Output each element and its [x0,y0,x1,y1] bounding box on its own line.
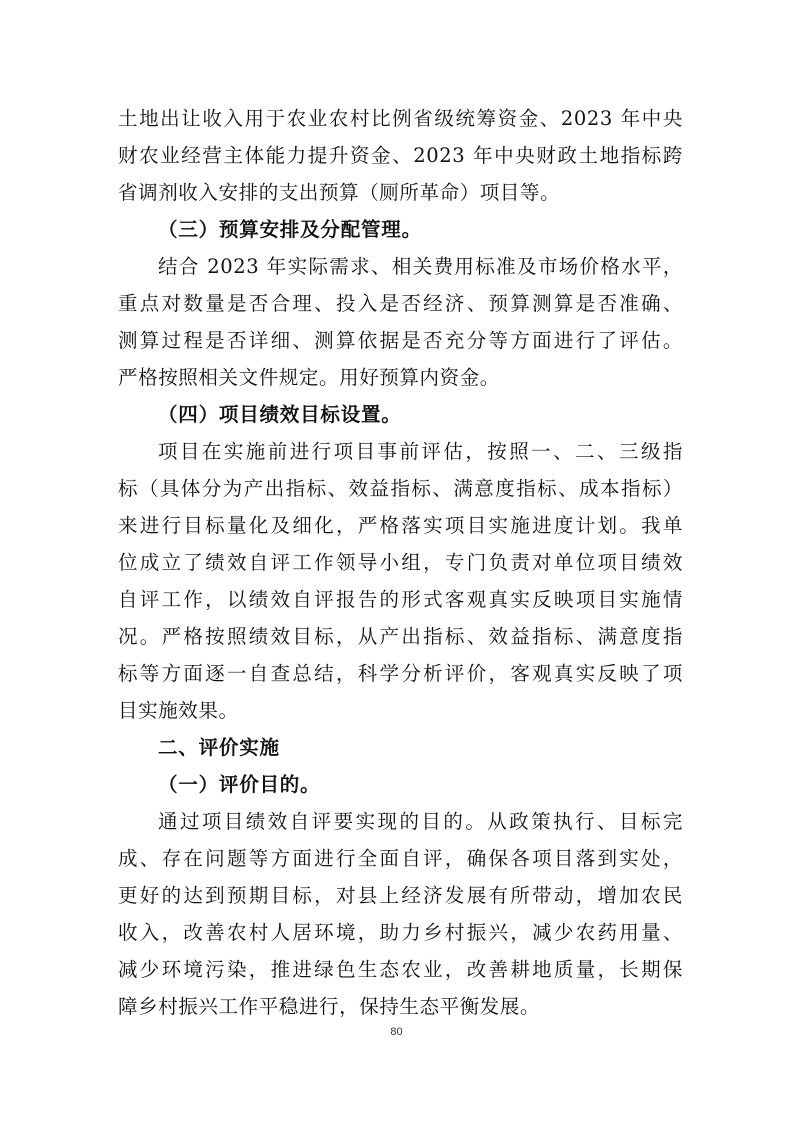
body-text-line: 更好的达到预期目标，对县上经济发展有所带动，增加农民 [118,884,683,907]
body-text-line: 自评工作，以绩效自评报告的形式客观真实反映项目实施情 [118,588,683,611]
body-text-line: 成、存在问题等方面进行全面自评，确保各项目落到实处， [118,847,683,870]
subsection-heading-evaluation-purpose: （一）评价目的。 [158,773,321,796]
body-text-line: 标（具体分为产出指标、效益指标、满意度指标、成本指标） [118,477,683,500]
body-text-line: 况。严格按照绩效目标，从产出指标、效益指标、满意度指 [118,625,683,648]
body-text-line: 通过项目绩效自评要实现的目的。从政策执行、目标完 [158,810,683,833]
page-number: 80 [390,1026,403,1038]
body-text-line: 目实施效果。 [118,699,239,722]
body-text-line: 项目在实施前进行项目事前评估，按照一、二、三级指 [158,440,683,463]
body-text-line: 收入，改善农村人居环境，助力乡村振兴，减少农药用量、 [118,921,683,944]
body-text-line: 省调剂收入安排的支出预算（厕所革命）项目等。 [118,181,561,204]
body-text-line: 测算过程是否详细、测算依据是否充分等方面进行了评估。 [118,329,683,352]
body-text-line: 结合 2023 年实际需求、相关费用标准及市场价格水平， [158,255,683,278]
body-text-line: 重点对数量是否合理、投入是否经济、预算测算是否准确、 [118,292,683,315]
subsection-heading-budget-allocation: （三）预算安排及分配管理。 [158,218,422,241]
body-text-line: 位成立了绩效自评工作领导小组，专门负责对单位项目绩效 [118,551,683,574]
body-text-line: 来进行目标量化及细化，严格落实项目实施进度计划。我单 [118,514,683,537]
body-text-line: 标等方面逐一自查总结，科学分析评价，客观真实反映了项 [118,662,683,685]
subsection-heading-performance-targets: （四）项目绩效目标设置。 [158,403,402,426]
body-text-line: 财农业经营主体能力提升资金、2023 年中央财政土地指标跨 [118,144,683,167]
section-heading-evaluation: 二、评价实施 [158,736,280,759]
body-text-line: 障乡村振兴工作平稳进行，保持生态平衡发展。 [118,995,541,1018]
body-text-line: 减少环境污染，推进绿色生态农业，改善耕地质量，长期保 [118,958,683,981]
document-body [118,100,683,1025]
body-text-line: 土地出让收入用于农业农村比例省级统筹资金、2023 年中央 [118,107,683,130]
body-text-line: 严格按照相关文件规定。用好预算内资金。 [118,366,500,389]
